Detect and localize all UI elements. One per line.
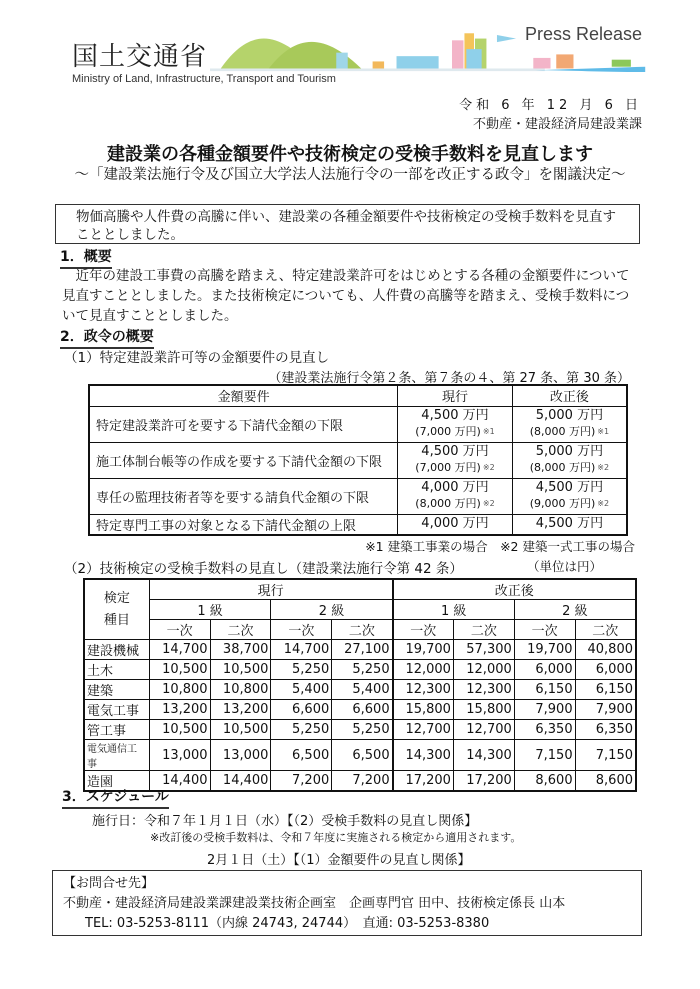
fee-value: 14,700	[271, 640, 332, 660]
stage-header: 一次	[393, 620, 454, 640]
exam-type: 土木	[84, 660, 149, 680]
footnote-mark: ※2	[482, 499, 495, 508]
fee-value: 14,300	[453, 740, 514, 771]
corner-header: 検定 種目	[84, 579, 149, 640]
fee-value: 15,800	[453, 700, 514, 720]
fee-value: 15,800	[393, 700, 454, 720]
contact-box	[52, 870, 642, 936]
table-row	[84, 640, 636, 660]
exam-type: 造園	[84, 771, 149, 792]
fee-value: 13,200	[210, 700, 271, 720]
fee-value: 57,300	[453, 640, 514, 660]
amount: 4,000 万円	[398, 514, 513, 535]
fee-value: 38,700	[210, 640, 271, 660]
fee-value: 5,250	[271, 660, 332, 680]
fee-value: 19,700	[393, 640, 454, 660]
fee-value: 10,500	[210, 720, 271, 740]
requirement: 特定建設業許可を要する下請代金額の下限	[89, 406, 398, 442]
fee-value: 6,000	[575, 660, 636, 680]
overview-text: 近年の建設工事費の高騰を踏まえ、特定建設業許可をはじめとする各種の金額要件について見直すこととしました。また技術検定についても、人件費の高騰等を踏まえ、受検手数料について見直すこととしました。	[62, 268, 630, 324]
stage-header: 一次	[514, 620, 575, 640]
ministry-logo: 国土交通省	[72, 42, 208, 72]
section-schedule-heading: 3．スケジュール	[62, 786, 169, 809]
grade-header: 1 級	[393, 600, 515, 620]
table-row	[84, 680, 636, 700]
table-row	[84, 700, 636, 720]
exam-type: 電気通信工事	[84, 740, 149, 771]
table-row	[84, 720, 636, 740]
department: 不動産・建設経済局建設業課	[472, 117, 642, 132]
fee-value: 27,100	[332, 640, 393, 660]
fee-value: 12,000	[453, 660, 514, 680]
table-footnote: ※1 建築工事業の場合 ※2 建築一式工事の場合	[365, 539, 635, 554]
stage-header: 一次	[271, 620, 332, 640]
fee-value: 17,200	[453, 771, 514, 792]
schedule-note: ※改訂後の受検手数料は、令和７年度に実施される検定から適用されます。	[150, 831, 522, 844]
amount-sub: (7,000 万円)	[415, 461, 481, 474]
subsection-fee-heading: （2）技術検定の受検手数料の見直し（建設業法施行令第 42 条）	[64, 561, 463, 577]
group-header: 改正後	[393, 579, 636, 600]
fee-value: 17,200	[393, 771, 454, 792]
fee-value: 10,800	[210, 680, 271, 700]
ministry-name-en: Ministry of Land, Infrastructure, Transport and Tourism	[72, 73, 336, 85]
table-row	[84, 740, 636, 771]
group-header: 現行	[149, 579, 392, 600]
amount: 4,500 万円	[535, 480, 604, 495]
amount: 4,500 万円	[512, 514, 627, 535]
fee-value: 13,000	[149, 740, 210, 771]
fee-value: 14,400	[210, 771, 271, 792]
stage-header: 二次	[332, 620, 393, 640]
section-overview-heading: 1．概要	[60, 246, 112, 269]
amount: 4,000 万円	[421, 480, 489, 495]
fee-value: 8,600	[575, 771, 636, 792]
fee-value: 6,000	[514, 660, 575, 680]
footnote-mark: ※2	[482, 463, 495, 472]
press-release-label: Press Release	[525, 24, 643, 44]
fee-value: 13,000	[210, 740, 271, 771]
fee-value: 6,600	[271, 700, 332, 720]
table-row	[89, 406, 627, 442]
fee-value: 6,150	[514, 680, 575, 700]
amount: 4,500 万円	[421, 408, 489, 423]
column-header: 現行	[398, 385, 513, 406]
fee-value: 12,300	[453, 680, 514, 700]
exam-type: 建築	[84, 680, 149, 700]
fee-value: 10,500	[149, 660, 210, 680]
legal-reference: （建設業法施行令第２条、第７条の４、第 27 条、第 30 条）	[268, 371, 630, 386]
header-illustration	[210, 28, 650, 72]
footnote-mark: ※1	[482, 427, 495, 436]
fee-value: 8,600	[514, 771, 575, 792]
exam-type: 建設機械	[84, 640, 149, 660]
fee-value: 12,700	[453, 720, 514, 740]
fee-value: 40,800	[575, 640, 636, 660]
amount-sub: (8,000 万円)	[529, 461, 596, 474]
fee-value: 6,350	[514, 720, 575, 740]
fee-value: 6,500	[271, 740, 332, 771]
requirement: 施工体制台帳等の作成を要する下請代金額の下限	[89, 442, 398, 478]
fee-value: 6,500	[332, 740, 393, 771]
fee-value: 7,150	[514, 740, 575, 771]
requirement: 特定専門工事の対象となる下請代金額の上限	[89, 514, 398, 535]
fee-value: 7,900	[575, 700, 636, 720]
fee-value: 7,900	[514, 700, 575, 720]
contact-phone: TEL: 03-5253-8111（内線 24743, 24744） 直通: 03-5253-8380	[85, 916, 490, 931]
column-header: 金額要件	[89, 385, 398, 406]
fee-value: 14,300	[393, 740, 454, 771]
page-title: 建設業の各種金額要件や技術検定の受検手数料を見直します	[107, 144, 593, 165]
amount-sub: (8,000 万円)	[415, 497, 481, 510]
amount-sub: (9,000 万円)	[529, 497, 596, 510]
fee-value: 5,400	[271, 680, 332, 700]
fee-value: 14,400	[149, 771, 210, 792]
contact-heading: 【お問合せ先】	[63, 876, 155, 891]
release-date: 令和 6 年 12 月 6 日	[459, 98, 642, 113]
fee-value: 5,400	[332, 680, 393, 700]
table-row	[89, 514, 627, 535]
fee-value: 6,150	[575, 680, 636, 700]
fee-value: 10,500	[149, 720, 210, 740]
stage-header: 二次	[453, 620, 514, 640]
fee-value: 14,700	[149, 640, 210, 660]
fee-value: 5,250	[332, 720, 393, 740]
exam-type: 管工事	[84, 720, 149, 740]
stage-header: 二次	[575, 620, 636, 640]
footnote-mark: ※1	[597, 427, 610, 436]
fee-value: 12,000	[393, 660, 454, 680]
table-row	[84, 660, 636, 680]
footnote-mark: ※2	[597, 499, 610, 508]
contact-office: 不動産・建設経済局建設業課建設業技術企画室 企画専門官 田中、技術検定係長 山本	[63, 896, 566, 911]
grade-header: 2 級	[514, 600, 636, 620]
exam-fee-table	[83, 578, 637, 792]
amount-sub: (7,000 万円)	[415, 425, 481, 438]
schedule-line: 2月１日（土）【（1）金額要件の見直し関係】	[207, 853, 471, 868]
page-subtitle: ～「建設業法施行令及び国立大学法人法施行令の一部を改正する政令」を閣議決定～	[74, 167, 626, 183]
fee-value: 10,500	[210, 660, 271, 680]
fee-value: 5,250	[271, 720, 332, 740]
fee-value: 13,200	[149, 700, 210, 720]
subsection-amount-heading: （1）特定建設業許可等の金額要件の見直し	[64, 350, 330, 366]
stage-header: 一次	[149, 620, 210, 640]
fee-value: 7,200	[271, 771, 332, 792]
schedule-line: 施行日：令和７年１月１日（水）【（2）受検手数料の見直し関係】	[92, 814, 478, 829]
amount: 5,000 万円	[535, 444, 604, 459]
amount: 4,500 万円	[421, 444, 489, 459]
grade-header: 2 級	[271, 600, 393, 620]
fee-value: 12,700	[393, 720, 454, 740]
fee-value: 6,350	[575, 720, 636, 740]
amount-requirements-table	[88, 384, 628, 536]
unit-label: （単位は円）	[527, 559, 603, 574]
amount: 5,000 万円	[535, 408, 604, 423]
section-ordinance-heading: 2．政令の概要	[60, 326, 154, 349]
exam-type: 電気工事	[84, 700, 149, 720]
column-header: 改正後	[512, 385, 627, 406]
stage-header: 二次	[210, 620, 271, 640]
fee-value: 5,250	[332, 660, 393, 680]
fee-value: 12,300	[393, 680, 454, 700]
fee-value: 6,600	[332, 700, 393, 720]
summary-box: 物価高騰や人件費の高騰に伴い、建設業の各種金額要件や技術検定の受検手数料を見直すこととしました。	[55, 204, 640, 244]
table-row	[89, 442, 627, 478]
fee-value: 7,200	[332, 771, 393, 792]
amount-sub: (8,000 万円)	[529, 425, 596, 438]
footnote-mark: ※2	[597, 463, 610, 472]
fee-value: 19,700	[514, 640, 575, 660]
fee-value: 10,800	[149, 680, 210, 700]
fee-value: 7,150	[575, 740, 636, 771]
table-row	[89, 478, 627, 514]
requirement: 専任の監理技術者等を要する請負代金額の下限	[89, 478, 398, 514]
grade-header: 1 級	[149, 600, 271, 620]
